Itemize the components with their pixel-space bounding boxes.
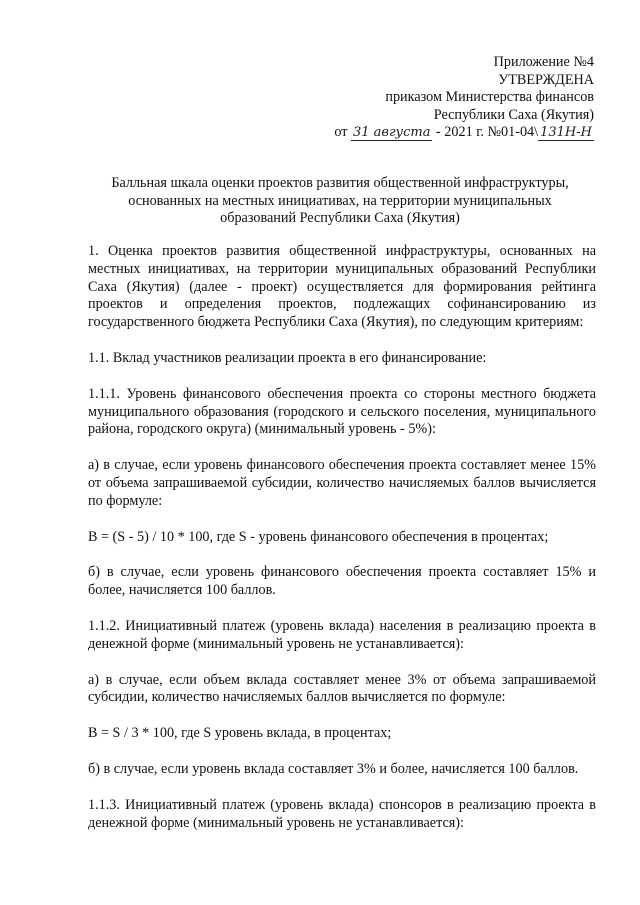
paragraph-1: 1. Оценка проектов развития общественной инфраструктуры, основанных на местных инициативах, на территории муниципальных образований Республики Саха (Якутия) (далее - проект) осуществляется для формирования рейтинга проектов и определения проектов, подлежащих софинансированию из государственного бюджета Республики Саха (Якутия), по следующим критериям:: [88, 243, 596, 331]
handwritten-date: 31 августа: [353, 125, 431, 140]
paragraph-b-2: б) в случае, если уровень вклада составляет 3% и более, начисляется 100 баллов.: [88, 760, 579, 777]
paragraph-a-2: а) в случае, если объем вклада составляет менее 3% от объема запрашиваемой субсидии, количество начисляемых баллов вычисляется по формуле:: [88, 671, 596, 706]
formula-1: B = (S - 5) / 10 * 100, где S - уровень финансового обеспечения в процентах;: [88, 528, 549, 545]
order-issuer: приказом Министерства финансов: [385, 89, 594, 105]
order-date-line: [334, 124, 594, 142]
paragraph-1-1-2: 1.1.2. Инициативный платеж (уровень вклада) населения в реализацию проекта в денежной форме (минимальный уровень не устанавливается):: [88, 617, 596, 652]
title-line-3: образований Республики Саха (Якутия): [220, 210, 460, 226]
paragraph-1-1: 1.1. Вклад участников реализации проекта в его финансирование:: [88, 349, 487, 366]
paragraph-a-1: а) в случае, если уровень финансового обеспечения проекта составляет менее 15% от объема запрашиваемой субсидии, количество начисляемых баллов вычисляется по формуле:: [88, 457, 596, 509]
approval-header: [334, 54, 594, 142]
title-line-2: основанных на местных инициативах, на территории муниципальных: [128, 192, 552, 209]
date-suffix: - 2021 г. №01-04\: [436, 124, 539, 140]
date-prefix: от: [334, 124, 348, 140]
document-title: [80, 175, 600, 228]
approval-stamp-text: УТВЕРЖДЕНА: [498, 71, 594, 88]
paragraph-1-1-1: 1.1.1. Уровень финансового обеспечения проекта со стороны местного бюджета муниципального образования (городского и сельского поселения, муниципального района, городского округа) (минимальный уровень - 5%):: [88, 385, 596, 438]
document-body: [88, 243, 596, 832]
paragraph-b-1: б) в случае, если уровень финансового обеспечения проекта составляет 15% и более, начисляется 100 баллов.: [88, 564, 596, 599]
formula-2: B = S / 3 * 100, где S уровень вклада, в процентах;: [88, 725, 392, 742]
handwritten-order-number: 131Н-Н: [540, 125, 592, 140]
title-line-1: Балльная шкала оценки проектов развития общественной инфраструктуры,: [111, 175, 569, 191]
paragraph-1-1-3: 1.1.3. Инициативный платеж (уровень вклада) спонсоров в реализацию проекта в денежной форме (минимальный уровень не устанавливается):: [88, 796, 596, 831]
order-region: Республики Саха (Якутия): [433, 106, 594, 123]
appendix-number: Приложение №4: [493, 54, 594, 70]
